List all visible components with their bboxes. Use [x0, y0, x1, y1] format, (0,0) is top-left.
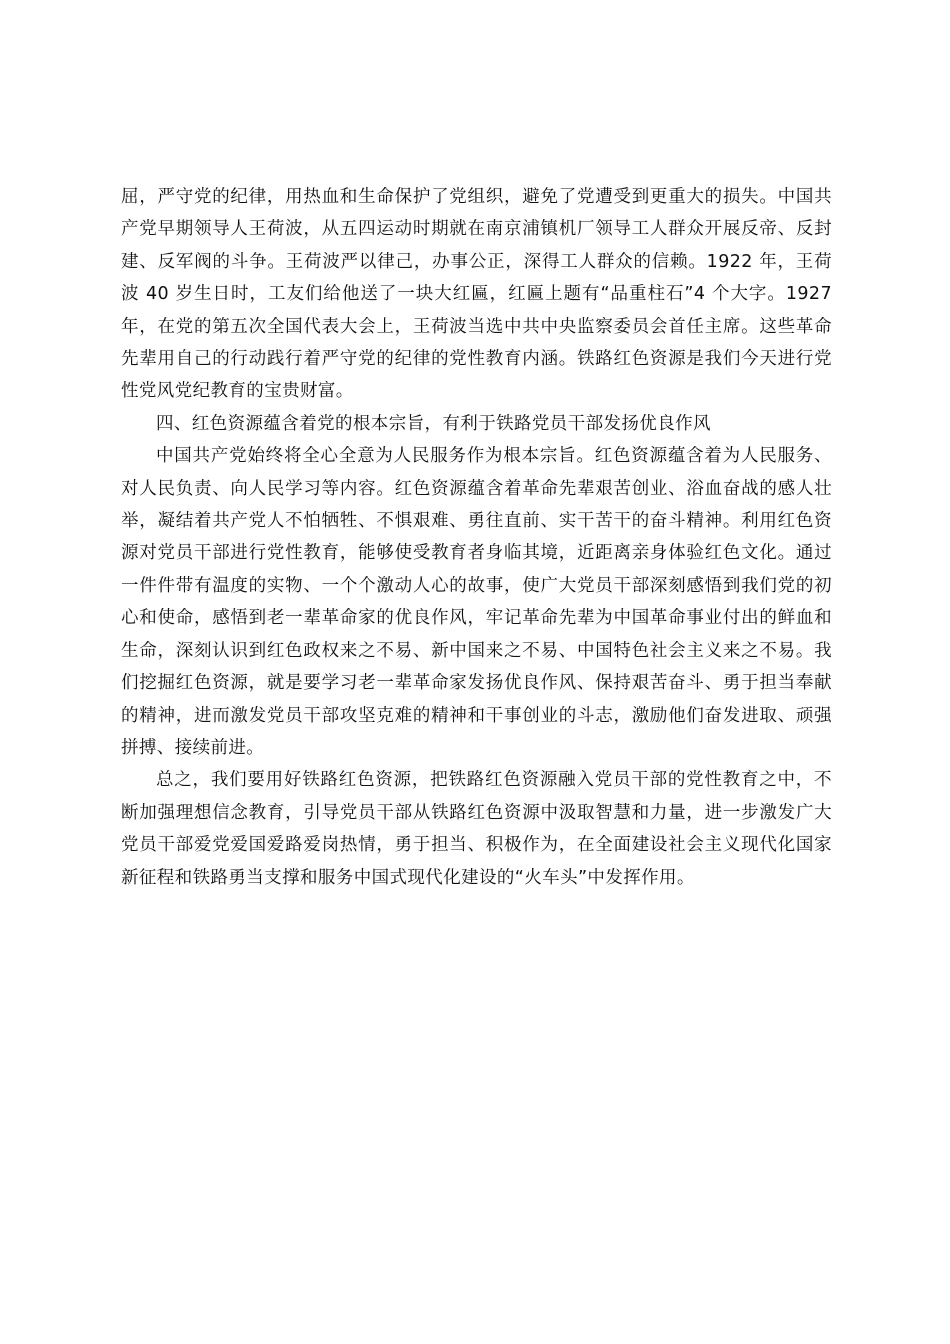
paragraph-conclusion: 总之，我们要用好铁路红色资源，把铁路红色资源融入党员干部的党性教育之中，不断加强理想信念教育，引导党员干部从铁路红色资源中汲取智慧和力量，进一步激发广大党员干部爱党爱国爱路爱岗热情，勇于担当、积极作为，在全面建设社会主义现代化国家新征程和铁路勇当支撑和服务中国式现代化建设的“火车头”中发挥作用。	[121, 770, 832, 888]
paragraph-party-purpose: 中国共产党始终将全心全意为人民服务作为根本宗旨。红色资源蕴含着为人民服务、对人民负责、向人民学习等内容。红色资源蕴含着革命先辈艰苦创业、浴血奋战的感人壮举，凝结着共产党人不怕牺牲、不惧艰难、勇往直前、实干苦干的奋斗精神。利用红色资源对党员干部进行党性教育，能够使受教育者身临其境，近距离亲身体验红色文化。通过一件件带有温度的实物、一个个激动人心的故事，使广大党员干部深刻感悟到我们党的初心和使命，感悟到老一辈革命家的优良作风，牢记革命先辈为中国革命事业付出的鲜血和生命，深刻认识到红色政权来之不易、新中国来之不易、中国特色社会主义来之不易。我们挖掘红色资源，就是要学习老一辈革命家发扬优良作风、保持艰苦奋斗、勇于担当奉献的精神，进而激发党员干部攻坚克难的精神和干事创业的斗志，激励他们奋发进取、顽强拼搏、接续前进。	[121, 446, 832, 758]
document-body	[121, 181, 832, 894]
section-heading-four: 四、红色资源蕴含着党的根本宗旨，有利于铁路党员干部发扬优良作风	[156, 413, 711, 434]
paragraph-continuation: 屈，严守党的纪律，用热血和生命保护了党组织，避免了党遭受到更重大的损失。中国共产党早期领导人王荷波，从五四运动时期就在南京浦镇机厂领导工人群众开展反帝、反封建、反军阀的斗争。王荷波严以律己，办事公正，深得工人群众的信赖。1922 年，王荷波 40 岁生日时，工友们给他送了一块大红匾，红匾上题有“品重柱石”4 个大字。1927 年，在党的第五次全国代表大会上，王荷波当选中共中央监察委员会首任主席。这些革命先辈用自己的行动践行着严守党的纪律的党性教育内涵。铁路红色资源是我们今天进行党性党风党纪教育的宝贵财富。	[121, 187, 832, 402]
